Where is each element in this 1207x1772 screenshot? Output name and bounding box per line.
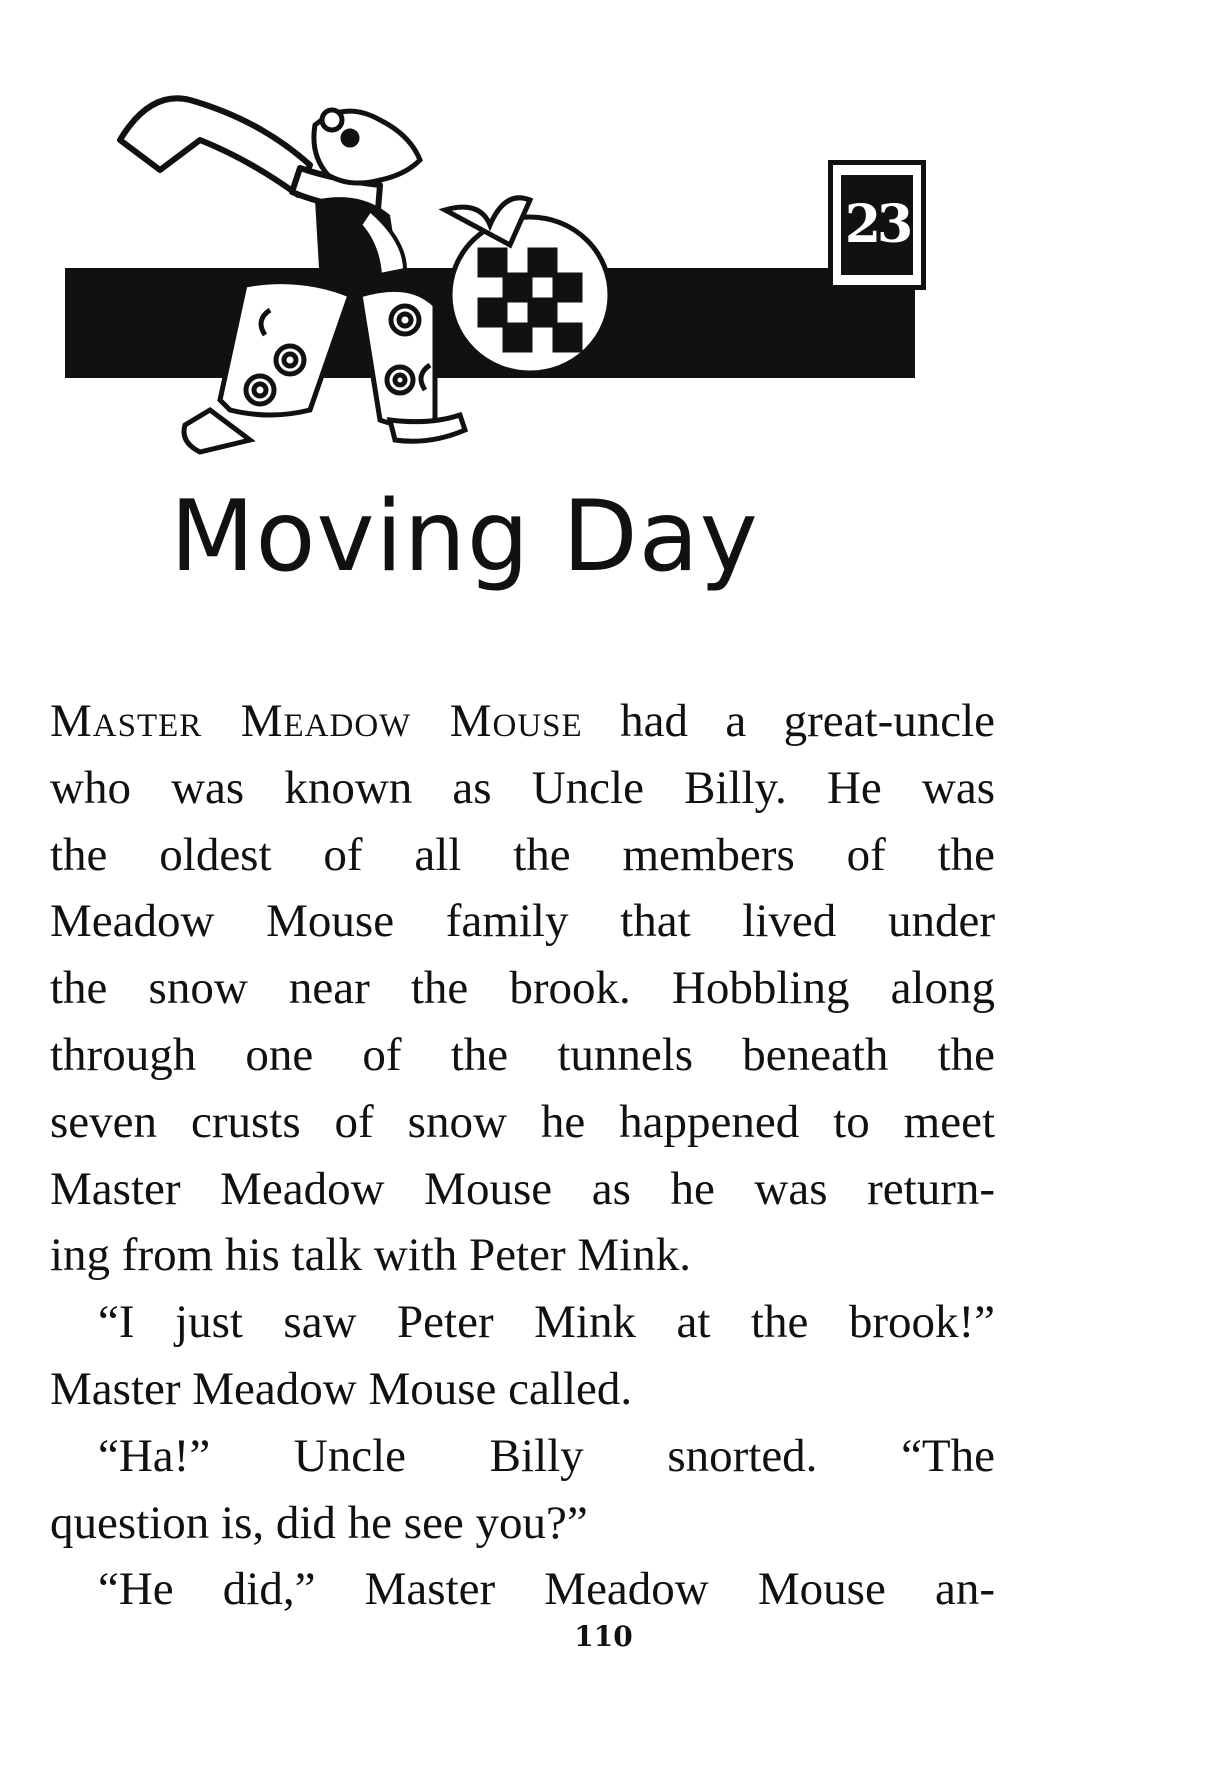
mouse-head — [314, 110, 420, 183]
text-line: who was known as Uncle Billy. He was — [50, 761, 995, 814]
text-line: seven crusts of snow he happened to meet — [50, 1095, 995, 1148]
chapter-title: Moving Day — [170, 480, 759, 594]
mouse-trousers — [220, 282, 435, 425]
chapter-number: 23 — [841, 175, 913, 275]
paragraph-1 — [50, 688, 995, 1289]
paragraph-3 — [50, 1423, 995, 1557]
text-line: Master Meadow Mouse as he was return- — [50, 1162, 995, 1215]
text-line: the oldest of all the members of the — [50, 828, 995, 881]
paragraph-2 — [50, 1289, 995, 1423]
page-number: 110 — [574, 1620, 633, 1653]
text-line: question is, did he see you?” — [50, 1496, 588, 1549]
text-line: “He did,” Master Meadow Mouse an- — [98, 1563, 995, 1616]
checkered-bundle — [445, 198, 610, 373]
text-line: Meadow Mouse family that lived under — [50, 895, 995, 948]
paragraph-4 — [50, 1556, 995, 1623]
text-line: ing from his talk with Peter Mink. — [50, 1229, 691, 1282]
text-line: through one of the tunnels beneath the — [50, 1028, 995, 1081]
text-line: Master Meadow Mouse called. — [50, 1362, 633, 1415]
chapter-header-illustration — [60, 80, 960, 510]
text-line-fragment: had a great-uncle — [582, 695, 995, 747]
mouse-body — [315, 197, 405, 289]
text-line: “I just saw Peter Mink at the brook!” — [98, 1296, 995, 1349]
lead-smallcaps: Master Meadow Mouse — [50, 695, 583, 747]
text-line — [50, 688, 995, 755]
text-line: the snow near the brook. Hobbling along — [50, 962, 995, 1015]
text-line: “Ha!” Uncle Billy snorted. “The — [98, 1429, 995, 1482]
body-text — [50, 688, 995, 1623]
chapter-number-box — [828, 160, 926, 290]
